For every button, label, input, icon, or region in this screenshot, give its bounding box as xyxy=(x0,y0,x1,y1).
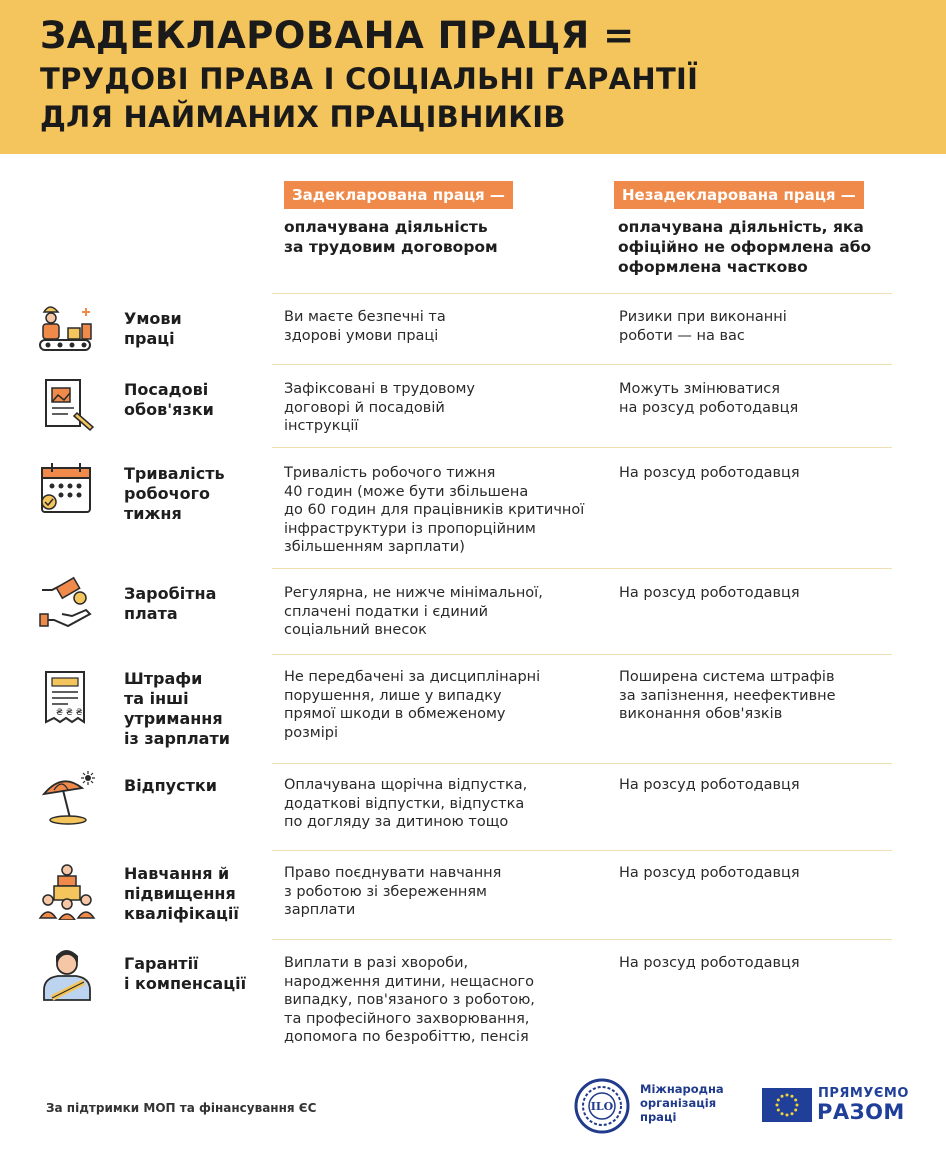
row-label-working-conditions: Умови праці xyxy=(124,309,182,348)
person-guarantee-icon xyxy=(38,944,96,1002)
undeclared-cell-guarantees: На розсуд роботодавця xyxy=(619,955,800,971)
receipt-icon xyxy=(38,668,96,726)
undeclared-cell-fines: Поширена система штрафів за запізнення, неефективне виконання обов'язків xyxy=(619,669,836,722)
row-label-vacations: Відпустки xyxy=(124,776,217,795)
svg-text:₴ ₴ ₴: ₴ ₴ ₴ xyxy=(56,708,83,718)
svg-text:ILO: ILO xyxy=(590,1100,614,1113)
row-divider xyxy=(272,763,892,764)
declared-cell-working-conditions: Ви маєте безпечні та здорові умови праці xyxy=(284,309,446,344)
page-header xyxy=(0,0,946,154)
row-label-training: Навчання й підвищення кваліфікації xyxy=(124,864,239,923)
declared-column-subtitle-2: за трудовим договором xyxy=(284,238,498,256)
undeclared-cell-job-duties: Можуть змінюватися на розсуд роботодавця xyxy=(619,381,799,416)
row-label-salary: Заробітна плата xyxy=(124,584,217,623)
row-label-guarantees: Гарантії і компенсації xyxy=(124,954,247,993)
declared-cell-salary: Регулярна, не нижче мінімальної, сплачені податки і єдиний соціальний внесок xyxy=(284,585,543,638)
row-divider xyxy=(272,447,892,448)
declared-cell-training: Право поєднувати навчання з роботою зі збереженням зарплати xyxy=(284,865,502,918)
undeclared-column-subtitle-3: оформлена частково xyxy=(618,258,808,276)
row-label-job-duties: Посадові обов'язки xyxy=(124,380,214,419)
calendar-icon xyxy=(38,460,96,518)
undeclared-column-subtitle-1: оплачувана діяльність, яка xyxy=(618,218,864,236)
undeclared-column-title: Незадекларована праця — xyxy=(614,181,864,209)
declared-column-title: Задекларована праця — xyxy=(284,181,513,209)
declared-cell-job-duties: Зафіксовані в трудовому договорі й посадовій інструкції xyxy=(284,381,475,434)
row-label-fines: Штрафи та інші утримання із зарплати xyxy=(124,669,230,748)
eu-flag-icon xyxy=(762,1088,812,1122)
eu-slogan-line-2: РАЗОМ xyxy=(817,1100,905,1124)
row-divider xyxy=(272,654,892,655)
undeclared-cell-work-week: На розсуд роботодавця xyxy=(619,465,800,481)
undeclared-cell-salary: На розсуд роботодавця xyxy=(619,585,800,601)
header-title-line-2: ТРУДОВІ ПРАВА І СОЦІАЛЬНІ ГАРАНТІЇ xyxy=(40,62,699,96)
undeclared-cell-training: На розсуд роботодавця xyxy=(619,865,800,881)
declared-cell-fines: Не передбачені за дисциплінарні порушення, лише у випадку прямої шкоди в обмеженому розмірі xyxy=(284,669,541,741)
declared-column-subtitle-1: оплачувана діяльність xyxy=(284,218,488,236)
support-note: За підтримки МОП та фінансування ЄС xyxy=(46,1101,317,1115)
job-description-document-icon xyxy=(38,376,96,434)
row-divider xyxy=(272,293,892,294)
ilo-logo xyxy=(574,1078,630,1134)
header-title-line-1: ЗАДЕКЛАРОВАНА ПРАЦЯ = xyxy=(40,14,635,57)
row-divider xyxy=(272,568,892,569)
ilo-name: Міжнародна організація праці xyxy=(640,1082,724,1124)
undeclared-column-header xyxy=(614,181,871,277)
beach-umbrella-icon xyxy=(38,770,96,828)
undeclared-cell-working-conditions: Ризики при виконанні роботи — на вас xyxy=(619,309,787,344)
undeclared-column-subtitle-2: офіційно не оформлена або xyxy=(618,238,872,256)
row-label-work-week: Тривалість робочого тижня xyxy=(124,464,225,523)
declared-cell-vacations: Оплачувана щорічна відпустка, додаткові відпустки, відпустка по догляду за дитиною тощо xyxy=(284,777,528,830)
declared-cell-guarantees: Виплати в разі хвороби, народження дитини, нещасного випадку, пов'язаного з роботою, та професійного захворювання, допомога по безробіттю, пенсія xyxy=(284,955,535,1045)
row-divider xyxy=(272,364,892,365)
header-title-line-3: ДЛЯ НАЙМАНИХ ПРАЦІВНИКІВ xyxy=(40,100,566,134)
row-divider xyxy=(272,939,892,940)
undeclared-cell-vacations: На розсуд роботодавця xyxy=(619,777,800,793)
declared-cell-work-week: Тривалість робочого тижня 40 годин (може бути збільшена до 60 годин для працівників критичної інфраструктури із пропорційним збільшенням зарплати) xyxy=(284,465,585,555)
training-audience-icon xyxy=(38,862,96,920)
eu-slogan-line-1: ПРЯМУЄМО xyxy=(818,1086,909,1101)
factory-worker-icon xyxy=(38,298,96,356)
salary-hands-icon xyxy=(38,574,96,632)
declared-column-header xyxy=(284,181,513,257)
row-divider xyxy=(272,850,892,851)
